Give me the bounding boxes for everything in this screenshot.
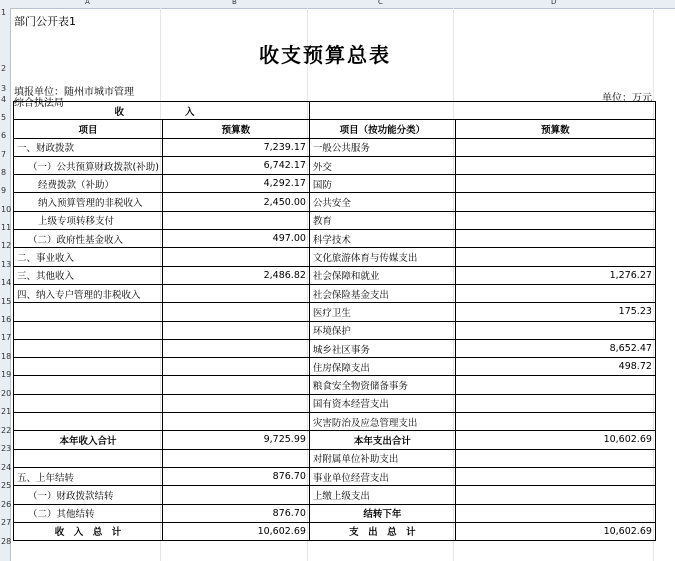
row-header-bar bbox=[0, 8, 11, 561]
expense-item-header[interactable]: 项目（按功能分类） bbox=[309, 120, 455, 138]
row-number[interactable]: 8 bbox=[1, 168, 7, 177]
income-value-cell[interactable]: 497.00 bbox=[162, 230, 309, 248]
income-item-cell[interactable] bbox=[14, 339, 163, 357]
row-number[interactable]: 4 bbox=[1, 95, 7, 104]
filler-unit: 填报单位：随州市城市管理 bbox=[14, 87, 134, 98]
expense-item-cell[interactable]: 城乡社区事务 bbox=[309, 339, 455, 357]
expense-item-cell[interactable]: 国有资本经营支出 bbox=[309, 394, 455, 412]
income-value-cell[interactable] bbox=[162, 413, 309, 431]
row-number[interactable]: 20 bbox=[1, 389, 12, 398]
expense-value-cell[interactable] bbox=[455, 321, 655, 339]
income-value-cell[interactable] bbox=[162, 449, 309, 467]
table-row bbox=[14, 211, 656, 229]
expense-value-cell[interactable] bbox=[455, 138, 655, 156]
income-item-cell[interactable]: 四、纳入专户管理的非税收入 bbox=[14, 284, 163, 302]
grand-expense-total-label[interactable]: 支 出 总 计 bbox=[309, 522, 455, 540]
income-item-cell[interactable]: 一、财政拨款 bbox=[14, 138, 163, 156]
row-number[interactable]: 25 bbox=[1, 481, 12, 490]
income-budget-header[interactable]: 预算数 bbox=[162, 120, 309, 138]
income-item-cell[interactable] bbox=[14, 376, 163, 394]
expense-item-cell[interactable]: 事业单位经营支出 bbox=[309, 467, 455, 485]
row-number[interactable]: 14 bbox=[1, 278, 12, 287]
expense-value-cell[interactable] bbox=[455, 193, 655, 211]
income-value-cell[interactable]: 2,486.82 bbox=[162, 266, 309, 284]
income-item-cell[interactable]: 纳入预算管理的非税收入 bbox=[14, 193, 163, 211]
expense-value-cell[interactable]: 8,652.47 bbox=[455, 339, 655, 357]
column-label-d[interactable]: D bbox=[551, 0, 557, 6]
income-value-cell[interactable]: 4,292.17 bbox=[162, 175, 309, 193]
income-value-cell[interactable] bbox=[162, 248, 309, 266]
expense-item-cell[interactable]: 灾害防治及应急管理支出 bbox=[309, 413, 455, 431]
row-number[interactable]: 5 bbox=[1, 113, 7, 122]
table-row bbox=[14, 303, 656, 321]
expense-value-cell[interactable] bbox=[455, 467, 655, 485]
income-item-cell[interactable]: 上级专项转移支付 bbox=[14, 211, 163, 229]
table-row bbox=[14, 248, 656, 266]
sheet-label: 部门公开表1 bbox=[14, 15, 76, 28]
income-value-cell[interactable]: 7,239.17 bbox=[162, 138, 309, 156]
expense-value-cell[interactable] bbox=[455, 284, 655, 302]
table-row bbox=[14, 266, 656, 284]
row-number[interactable]: 15 bbox=[1, 297, 12, 306]
income-value-cell[interactable] bbox=[162, 321, 309, 339]
income-item-cell[interactable] bbox=[14, 394, 163, 412]
income-item-cell[interactable] bbox=[14, 449, 163, 467]
income-item-cell[interactable]: （二）政府性基金收入 bbox=[14, 230, 163, 248]
expense-item-cell[interactable]: 上缴上级支出 bbox=[309, 486, 455, 504]
row-number[interactable]: 3 bbox=[1, 84, 7, 93]
expense-item-cell[interactable]: 一般公共服务 bbox=[309, 138, 455, 156]
expense-group-header[interactable] bbox=[309, 102, 655, 120]
page-title: 收支预算总表 bbox=[259, 43, 391, 67]
row-number[interactable]: 13 bbox=[1, 260, 12, 269]
row-number[interactable]: 17 bbox=[1, 333, 12, 342]
income-value-cell[interactable] bbox=[162, 284, 309, 302]
expense-item-cell[interactable]: 医疗卫生 bbox=[309, 303, 455, 321]
income-group-header[interactable]: 收 入 bbox=[14, 102, 310, 120]
table-row bbox=[14, 284, 656, 302]
row-number[interactable]: 23 bbox=[1, 444, 12, 453]
row-number[interactable]: 10 bbox=[1, 205, 12, 214]
row-number[interactable]: 6 bbox=[1, 131, 7, 140]
row-number[interactable]: 18 bbox=[1, 352, 12, 361]
income-item-cell[interactable]: 五、上年结转 bbox=[14, 467, 163, 485]
income-item-cell[interactable] bbox=[14, 413, 163, 431]
row-number[interactable]: 28 bbox=[1, 537, 12, 546]
table-row bbox=[14, 449, 656, 467]
column-header-bar bbox=[0, 0, 675, 9]
table-row bbox=[14, 376, 656, 394]
expense-item-cell[interactable]: 住房保障支出 bbox=[309, 358, 455, 376]
table-row bbox=[14, 486, 656, 504]
expense-value-cell[interactable] bbox=[455, 248, 655, 266]
income-value-cell[interactable] bbox=[162, 339, 309, 357]
income-value-cell[interactable] bbox=[162, 358, 309, 376]
row-number[interactable]: 27 bbox=[1, 518, 12, 527]
row-number[interactable]: 2 bbox=[1, 64, 7, 73]
income-item-cell[interactable]: 二、事业收入 bbox=[14, 248, 163, 266]
expense-item-cell[interactable]: 文化旅游体育与传媒支出 bbox=[309, 248, 455, 266]
table-row bbox=[14, 138, 656, 156]
expense-value-cell[interactable]: 1,276.27 bbox=[455, 266, 655, 284]
expense-value-cell[interactable] bbox=[455, 175, 655, 193]
expense-item-cell[interactable]: 教育 bbox=[309, 211, 455, 229]
currency-unit: 单位：万元 bbox=[602, 93, 652, 104]
column-header-row bbox=[14, 120, 656, 138]
table-row bbox=[14, 156, 656, 174]
expense-value-cell[interactable] bbox=[455, 156, 655, 174]
expense-value-cell[interactable] bbox=[455, 230, 655, 248]
table-row bbox=[14, 504, 656, 522]
grand-income-total-value[interactable]: 10,602.69 bbox=[162, 522, 309, 540]
row-number[interactable]: 22 bbox=[1, 426, 12, 435]
table-row bbox=[14, 321, 656, 339]
expense-value-cell[interactable] bbox=[455, 376, 655, 394]
expense-item-cell[interactable]: 对附属单位补助支出 bbox=[309, 449, 455, 467]
grand-total-row bbox=[14, 522, 656, 540]
table-row bbox=[14, 230, 656, 248]
income-value-cell[interactable] bbox=[162, 211, 309, 229]
income-value-cell[interactable] bbox=[162, 394, 309, 412]
table-row bbox=[14, 394, 656, 412]
income-value-cell[interactable]: 6,742.17 bbox=[162, 156, 309, 174]
table-row bbox=[14, 175, 656, 193]
income-item-cell[interactable]: 经费拨款（补助） bbox=[14, 175, 163, 193]
expense-item-cell[interactable]: 国防 bbox=[309, 175, 455, 193]
row-number[interactable]: 16 bbox=[1, 315, 12, 324]
row-number[interactable]: 1 bbox=[1, 8, 7, 17]
expense-item-cell[interactable]: 粮食安全物资储备事务 bbox=[309, 376, 455, 394]
expense-value-cell[interactable] bbox=[455, 211, 655, 229]
group-header-row bbox=[14, 102, 656, 120]
income-item-cell[interactable]: 三、其他收入 bbox=[14, 266, 163, 284]
income-item-cell[interactable]: （二）其他结转 bbox=[14, 504, 163, 522]
income-value-cell[interactable]: 2,450.00 bbox=[162, 193, 309, 211]
table-row bbox=[14, 413, 656, 431]
row-number[interactable]: 9 bbox=[1, 186, 7, 195]
column-label-a[interactable]: A bbox=[85, 0, 90, 6]
expense-item-cell[interactable]: 公共安全 bbox=[309, 193, 455, 211]
year-income-total-value[interactable]: 9,725.99 bbox=[162, 431, 309, 449]
expense-value-cell[interactable] bbox=[455, 394, 655, 412]
row-number[interactable]: 21 bbox=[1, 407, 12, 416]
income-value-cell[interactable] bbox=[162, 376, 309, 394]
year-income-total-label[interactable]: 本年收入合计 bbox=[14, 431, 163, 449]
row-number[interactable]: 12 bbox=[1, 241, 12, 250]
year-expense-total-label[interactable]: 本年支出合计 bbox=[309, 431, 455, 449]
expense-item-cell[interactable]: 外交 bbox=[309, 156, 455, 174]
expense-item-cell[interactable]: 环境保护 bbox=[309, 321, 455, 339]
expense-value-cell[interactable]: 498.72 bbox=[455, 358, 655, 376]
table-row bbox=[14, 193, 656, 211]
row-number[interactable]: 19 bbox=[1, 370, 12, 379]
expense-item-cell[interactable]: 结转下年 bbox=[309, 504, 455, 522]
income-item-cell[interactable] bbox=[14, 321, 163, 339]
row-number[interactable]: 7 bbox=[1, 150, 7, 159]
expense-value-cell[interactable]: 175.23 bbox=[455, 303, 655, 321]
expense-value-cell[interactable] bbox=[455, 413, 655, 431]
filler-unit-line2: 综合执法局 bbox=[14, 98, 64, 109]
income-item-cell[interactable]: （一）财政拨款结转 bbox=[14, 486, 163, 504]
table-row bbox=[14, 358, 656, 376]
column-label-c[interactable]: C bbox=[378, 0, 383, 6]
year-total-row bbox=[14, 431, 656, 449]
income-value-cell[interactable]: 876.70 bbox=[162, 467, 309, 485]
year-expense-total-value[interactable]: 10,602.69 bbox=[455, 431, 655, 449]
table-row bbox=[14, 339, 656, 357]
expense-value-cell[interactable] bbox=[455, 449, 655, 467]
grand-income-total-label[interactable]: 收 入 总 计 bbox=[14, 522, 163, 540]
expense-item-cell[interactable]: 科学技术 bbox=[309, 230, 455, 248]
income-value-cell[interactable] bbox=[162, 303, 309, 321]
expense-item-cell[interactable]: 社会保险基金支出 bbox=[309, 284, 455, 302]
income-value-cell[interactable]: 876.70 bbox=[162, 504, 309, 522]
expense-budget-header[interactable]: 预算数 bbox=[455, 120, 655, 138]
income-item-header[interactable]: 项目 bbox=[14, 120, 163, 138]
row-number[interactable]: 26 bbox=[1, 500, 12, 509]
expense-item-cell[interactable]: 社会保障和就业 bbox=[309, 266, 455, 284]
grand-expense-total-value[interactable]: 10,602.69 bbox=[455, 522, 655, 540]
table-row bbox=[14, 467, 656, 485]
row-number[interactable]: 11 bbox=[1, 223, 12, 232]
row-number[interactable]: 24 bbox=[1, 463, 12, 472]
expense-value-cell[interactable] bbox=[455, 486, 655, 504]
budget-table bbox=[13, 101, 656, 541]
income-item-cell[interactable] bbox=[14, 358, 163, 376]
income-value-cell[interactable] bbox=[162, 486, 309, 504]
income-item-cell[interactable] bbox=[14, 303, 163, 321]
income-item-cell[interactable]: （一）公共预算财政拨款(补助) bbox=[14, 156, 163, 174]
column-label-b[interactable]: B bbox=[232, 0, 237, 6]
expense-value-cell[interactable] bbox=[455, 504, 655, 522]
